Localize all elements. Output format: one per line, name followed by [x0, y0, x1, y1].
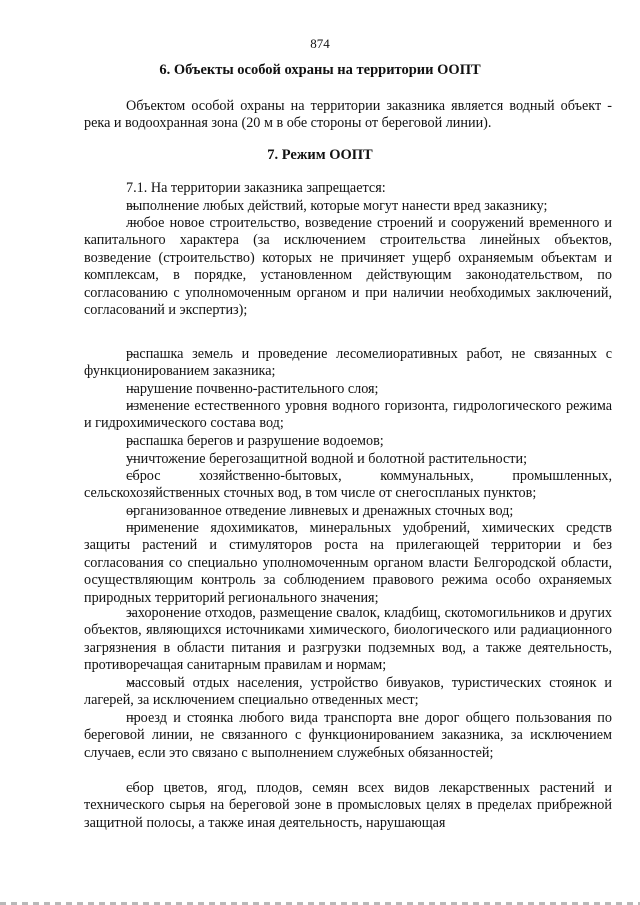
- prohibition-item: – распашка берегов и разрушение водоемов;: [84, 433, 612, 450]
- section-6-title: 6. Объекты особой охраны на территории ООПТ: [159, 62, 481, 78]
- section-7-title: 7. Режим ООПТ: [267, 147, 373, 163]
- prohibition-item: – применение ядохимикатов, минеральных удобрений, химических средств защиты растений и стимуляторов роста на прилегающей территории и без согласования со специально уполномоченным органом власти Белгородской области, осуществляющим контроль за соблюдением правового режима особо охраняемых природных территорий регионального значения;: [84, 520, 612, 607]
- prohibition-item: – сброс хозяйственно-бытовых, коммунальных, промышленных, сельскохозяйственных сточных вод, в том числе от снегоспланых пунктов;: [84, 468, 612, 503]
- page-number: 874: [310, 36, 330, 51]
- prohibition-item: – проезд и стоянка любого вида транспорта вне дорог общего пользования по береговой линии, не связанного с функционированием заказника, за исключением случаев, если это связано с выполнением служебных обязанностей;: [84, 710, 612, 762]
- section-6-paragraph: Объектом особой охраны на территории заказника является водный объект - река и водоохранная зона (20 м в обе стороны от береговой линии).: [84, 98, 612, 132]
- prohibition-item: – выполнение любых действий, которые могут нанести вред заказнику;: [84, 198, 612, 215]
- prohibition-item: – уничтожение берегозащитной водной и болотной растительности;: [84, 451, 612, 468]
- prohibition-item: – сбор цветов, ягод, плодов, семян всех видов лекарственных растений и технического сырья на береговой зоне в промысловых целях в пределах прибрежной защитной полосы, а также иная деятельность, нарушающая: [84, 780, 612, 832]
- prohibition-item: – изменение естественного уровня водного горизонта, гидрологического режима и гидрохимического состава вод;: [84, 398, 612, 433]
- section-7-intro: 7.1. На территории заказника запрещается:: [126, 180, 386, 196]
- prohibition-item: – захоронение отходов, размещение свалок, кладбищ, скотомогильников и других объектов, являющихся источниками химического, биологического или радиационного загрязнения в области питания и разгрузки подземных вод, а также деятельность, противоречащая санитарным правилам и нормам;: [84, 605, 612, 675]
- prohibition-item: – массовый отдых населения, устройство бивуаков, туристических стоянок и лагерей, за исключением специально отведенных мест;: [84, 675, 612, 710]
- prohibition-item: – организованное отведение ливневых и дренажных сточных вод;: [84, 503, 612, 520]
- prohibition-item: – любое новое строительство, возведение строений и сооружений временного и капитального характера (за исключением строительства линейных объектов, возведение (строительство) которых не причиняет ущерб охраняемым объектам и комплексам, в порядке, установленном действующим законодательством, по согласованию с уполномоченным органом и при наличии необходимых заключений, согласований и экспертиз);: [84, 215, 612, 319]
- prohibition-item: – нарушение почвенно-растительного слоя;: [84, 381, 612, 398]
- prohibition-item: – распашка земель и проведение лесомелиоративных работ, не связанных с функционированием заказника;: [84, 346, 612, 381]
